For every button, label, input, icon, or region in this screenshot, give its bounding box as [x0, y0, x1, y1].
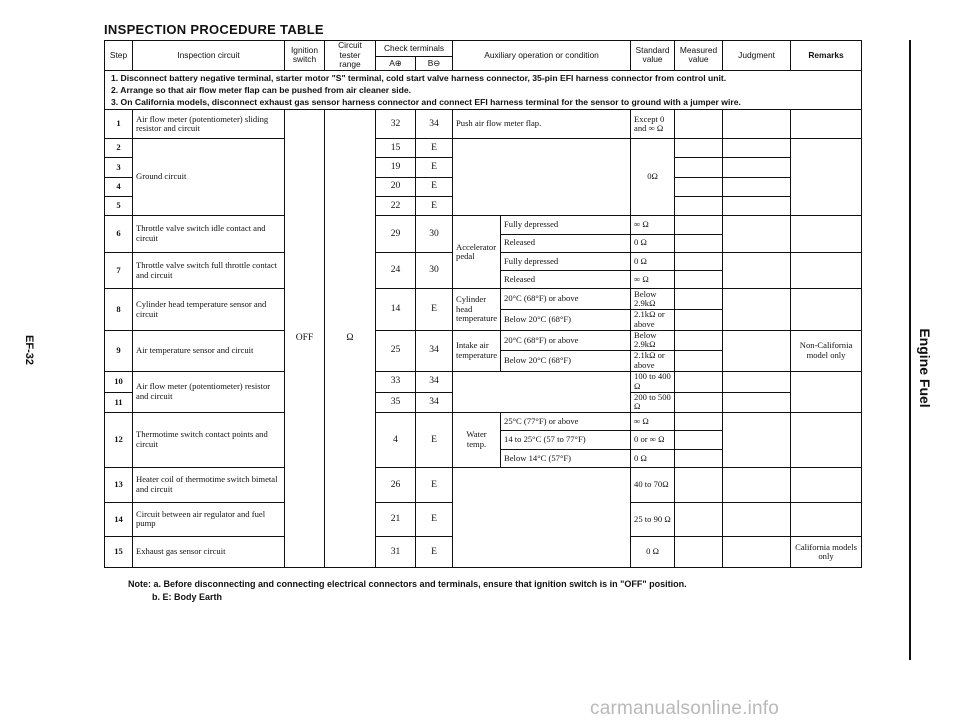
measured-value [675, 468, 723, 503]
table-row [105, 216, 862, 234]
terminal-b: E [416, 537, 453, 568]
standard-value: 25 to 90 Ω [631, 502, 675, 537]
standard-value: Below 2.9kΩ [631, 330, 675, 351]
terminal-a: 26 [376, 468, 416, 503]
judgment [723, 392, 791, 413]
header-terminal-b: B⊖ [416, 56, 453, 70]
header-terminal-a: A⊕ [376, 56, 416, 70]
header-standard-value: Standard value [631, 41, 675, 71]
standard-value: ∞ Ω [631, 216, 675, 234]
measured-value [675, 234, 723, 252]
terminal-b: E [416, 158, 453, 177]
section-label-text: Engine Fuel [917, 328, 933, 408]
judgment [723, 502, 791, 537]
prep-step-1: 1. Disconnect battery negative terminal, starter motor "S" terminal, cold start valve harness connector, 35-pin EFI harness connector from control unit. [111, 73, 727, 84]
measured-value [675, 413, 723, 431]
measured-value [675, 196, 723, 215]
measured-value [675, 110, 723, 139]
auxiliary-condition [453, 468, 631, 568]
standard-value: 2.1kΩ or above [631, 351, 675, 372]
judgment [723, 177, 791, 196]
terminal-a: 19 [376, 158, 416, 177]
condition-group: Cylinder head temperature [453, 289, 501, 330]
inspection-circuit: Air temperature sensor and circuit [133, 330, 285, 371]
terminal-b: 34 [416, 371, 453, 392]
terminal-b: E [416, 177, 453, 196]
table-row [105, 468, 862, 503]
step-number: 7 [105, 252, 133, 289]
terminal-b: E [416, 502, 453, 537]
header-measured-value: Measured value [675, 41, 723, 71]
condition: Released [501, 234, 631, 252]
terminal-a: 22 [376, 196, 416, 215]
remarks: California models only [791, 537, 862, 568]
accelerator-pedal-label: Accelerator pedal [453, 216, 501, 289]
remarks [791, 252, 862, 289]
remarks [791, 289, 862, 330]
measured-value [675, 158, 723, 177]
table-row [105, 330, 862, 351]
table-row [105, 289, 862, 310]
measured-value [675, 371, 723, 392]
terminal-b: E [416, 138, 453, 157]
tester-range-value: Ω [325, 110, 376, 568]
header-ignition-switch: Ignition switch [285, 41, 325, 71]
step-number: 2 [105, 138, 133, 157]
step-number: 13 [105, 468, 133, 503]
step-number: 1 [105, 110, 133, 139]
section-label [905, 300, 945, 440]
terminal-a: 35 [376, 392, 416, 413]
inspection-circuit: Air flow meter (potentiometer) resistor and circuit [133, 371, 285, 412]
step-number: 11 [105, 392, 133, 413]
table-row [105, 413, 862, 431]
terminal-a: 20 [376, 177, 416, 196]
terminal-b: E [416, 196, 453, 215]
table-row [105, 371, 862, 392]
inspection-circuit: Throttle valve switch full throttle contact and circuit [133, 252, 285, 289]
remarks [791, 110, 862, 139]
standard-value: ∞ Ω [631, 271, 675, 289]
terminal-b: 34 [416, 330, 453, 371]
condition: Fully depressed [501, 252, 631, 270]
remarks [791, 216, 862, 253]
measured-value [675, 216, 723, 234]
terminal-b: E [416, 468, 453, 503]
condition: Released [501, 271, 631, 289]
header-remarks: Remarks [791, 41, 862, 71]
standard-value: 0 Ω [631, 234, 675, 252]
inspection-circuit: Ground circuit [133, 138, 285, 215]
condition: 20°C (68°F) or above [501, 330, 631, 351]
auxiliary-condition: Push air flow meter flap. [453, 110, 631, 139]
judgment [723, 216, 791, 253]
judgment [723, 330, 791, 371]
preparation-notes-row [105, 70, 862, 110]
inspection-circuit: Circuit between air regulator and fuel pump [133, 502, 285, 537]
step-number: 4 [105, 177, 133, 196]
watermark: carmanualsonline.info [590, 698, 780, 719]
step-number: 8 [105, 289, 133, 330]
judgment [723, 158, 791, 177]
judgment [723, 252, 791, 289]
standard-value: Below 2.9kΩ [631, 289, 675, 310]
table-row [105, 110, 862, 139]
note-b: b. E: Body Earth [152, 592, 223, 602]
inspection-table [104, 40, 862, 568]
inspection-circuit: Exhaust gas sensor circuit [133, 537, 285, 568]
condition: Fully depressed [501, 216, 631, 234]
measured-value [675, 537, 723, 568]
condition-group: Intake air temperature [453, 330, 501, 371]
terminal-a: 24 [376, 252, 416, 289]
note-a: Note: a. Before disconnecting and connecting electrical connectors and terminals, ensure that ignition switch is in "OFF" position. [128, 579, 687, 589]
condition: 20°C (68°F) or above [501, 289, 631, 310]
step-number: 5 [105, 196, 133, 215]
header-row [105, 41, 862, 57]
standard-value: 0 or ∞ Ω [631, 431, 675, 449]
measured-value [675, 431, 723, 449]
step-number: 3 [105, 158, 133, 177]
inspection-circuit: Cylinder head temperature sensor and circuit [133, 289, 285, 330]
header-inspection-circuit: Inspection circuit [133, 41, 285, 71]
standard-value: 40 to 70Ω [631, 468, 675, 503]
measured-value [675, 177, 723, 196]
condition-group: Water temp. [453, 413, 501, 468]
measured-value [675, 449, 723, 467]
standard-value: Except 0 and ∞ Ω [631, 110, 675, 139]
measured-value [675, 502, 723, 537]
judgment [723, 110, 791, 139]
measured-value [675, 330, 723, 351]
standard-value: 0 Ω [631, 449, 675, 467]
judgment [723, 468, 791, 503]
step-number: 6 [105, 216, 133, 253]
footnotes [128, 578, 687, 604]
terminal-b: 30 [416, 216, 453, 253]
terminal-b: 34 [416, 392, 453, 413]
remarks [791, 138, 862, 215]
terminal-a: 21 [376, 502, 416, 537]
remarks [791, 468, 862, 503]
measured-value [675, 138, 723, 157]
prep-step-2: 2. Arrange so that air flow meter flap can be pushed from air cleaner side. [111, 85, 412, 96]
condition: Below 14°C (57°F) [501, 449, 631, 467]
judgment [723, 413, 791, 468]
terminal-a: 15 [376, 138, 416, 157]
judgment [723, 371, 791, 392]
judgment [723, 138, 791, 157]
remarks [791, 502, 862, 537]
prep-step-3: 3. On California models, disconnect exhaust gas sensor harness connector and connect EFI harness terminal for the sensor to ground with a jumper wire. [111, 97, 741, 108]
judgment [723, 289, 791, 330]
page-title: INSPECTION PROCEDURE TABLE [104, 22, 324, 37]
step-number: 9 [105, 330, 133, 371]
page-number-label [14, 322, 44, 382]
condition: Below 20°C (68°F) [501, 351, 631, 372]
standard-value: 200 to 500 Ω [631, 392, 675, 413]
standard-value: 2.1kΩ or above [631, 310, 675, 331]
terminal-b: 34 [416, 110, 453, 139]
measured-value [675, 392, 723, 413]
header-circuit-tester-range: Circuit tester range [325, 41, 376, 71]
terminal-a: 29 [376, 216, 416, 253]
terminal-a: 14 [376, 289, 416, 330]
terminal-a: 31 [376, 537, 416, 568]
step-number: 12 [105, 413, 133, 468]
judgment [723, 196, 791, 215]
condition: 25°C (77°F) or above [501, 413, 631, 431]
inspection-circuit: Heater coil of thermotime switch bimetal and circuit [133, 468, 285, 503]
terminal-b: E [416, 413, 453, 468]
inspection-circuit: Air flow meter (potentiometer) sliding resistor and circuit [133, 110, 285, 139]
header-judgment: Judgment [723, 41, 791, 71]
remarks [791, 413, 862, 468]
standard-value: 0 Ω [631, 252, 675, 270]
measured-value [675, 289, 723, 310]
standard-value: 100 to 400 Ω [631, 371, 675, 392]
terminal-b: 30 [416, 252, 453, 289]
auxiliary-condition [453, 371, 631, 412]
measured-value [675, 310, 723, 331]
standard-value: ∞ Ω [631, 413, 675, 431]
judgment [723, 537, 791, 568]
inspection-circuit: Throttle valve switch idle contact and circuit [133, 216, 285, 253]
terminal-b: E [416, 289, 453, 330]
measured-value [675, 271, 723, 289]
standard-value: 0Ω [631, 138, 675, 215]
remarks [791, 371, 862, 412]
inspection-circuit: Thermotime switch contact points and circuit [133, 413, 285, 468]
step-number: 10 [105, 371, 133, 392]
step-number: 15 [105, 537, 133, 568]
terminal-a: 33 [376, 371, 416, 392]
condition: Below 20°C (68°F) [501, 310, 631, 331]
terminal-a: 4 [376, 413, 416, 468]
page-number-text: EF-32 [23, 335, 35, 365]
measured-value [675, 252, 723, 270]
condition: 14 to 25°C (57 to 77°F) [501, 431, 631, 449]
auxiliary-condition [453, 138, 631, 215]
header-check-terminals: Check terminals [376, 41, 453, 57]
terminal-a: 25 [376, 330, 416, 371]
header-step: Step [105, 41, 133, 71]
remarks: Non-California model only [791, 330, 862, 371]
standard-value: 0 Ω [631, 537, 675, 568]
ignition-switch-value: OFF [285, 110, 325, 568]
table-row [105, 138, 862, 157]
terminal-a: 32 [376, 110, 416, 139]
header-auxiliary-operation: Auxiliary operation or condition [453, 41, 631, 71]
measured-value [675, 351, 723, 372]
step-number: 14 [105, 502, 133, 537]
